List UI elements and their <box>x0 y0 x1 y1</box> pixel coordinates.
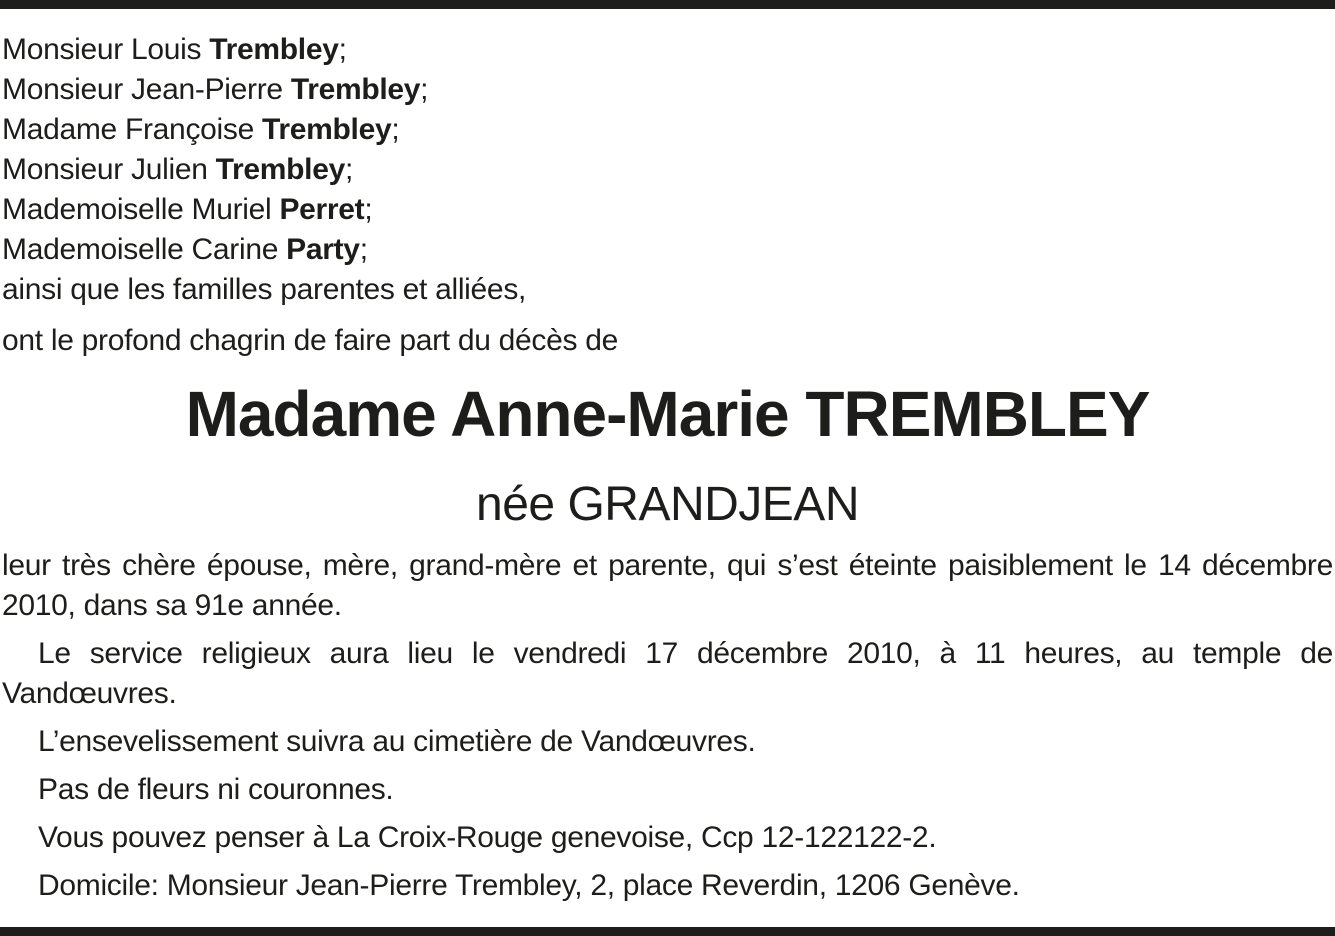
mourner-surname: Party <box>286 233 360 266</box>
domicile-paragraph: Domicile: Monsieur Jean-Pierre Trembley, 2, place Reverdin, 1206 Genève. <box>38 869 1020 902</box>
mourner-suffix: ; <box>359 233 368 266</box>
mourner-suffix: ; <box>391 113 400 146</box>
mourners-list <box>2 30 526 310</box>
deceased-name: Madame Anne-Marie TREMBLEY <box>185 378 1150 450</box>
description-paragraph: leur très chère épouse, mère, grand-mère et parente, qui s’est éteinte paisiblement le 14 décembre 2010, dans sa 91e année. <box>2 549 1333 622</box>
flowers-paragraph: Pas de fleurs ni couronnes. <box>38 773 394 806</box>
maiden-name: née GRANDJEAN <box>476 478 859 531</box>
mourner-prefix: Mademoiselle Muriel <box>2 193 280 226</box>
mourner-prefix: Monsieur Louis <box>2 33 210 66</box>
families-line: ainsi que les familles parentes et alliées, <box>2 273 527 306</box>
mourner-suffix: ; <box>344 153 354 186</box>
mourner-surname: Perret <box>279 193 365 226</box>
mourner-surname: Trembley <box>262 113 392 146</box>
mourner-line <box>2 30 526 70</box>
service-paragraph: Le service religieux aura lieu le vendredi 17 décembre 2010, à 11 heures, au temple de Vandœuvres. <box>2 637 1333 710</box>
announcement-lead: ont le profond chagrin de faire part du décès de <box>2 324 619 357</box>
mourner-line <box>2 190 526 230</box>
mourner-suffix: ; <box>420 73 429 106</box>
top-rule <box>0 0 1335 9</box>
mourner-prefix: Monsieur Jean-Pierre <box>2 73 291 106</box>
mourner-prefix: Mademoiselle Carine <box>2 233 287 266</box>
mourner-line <box>2 110 526 150</box>
mourner-surname: Trembley <box>290 73 421 106</box>
mourner-surname: Trembley <box>209 33 339 66</box>
mourner-prefix: Monsieur Julien <box>2 153 216 186</box>
donation-paragraph: Vous pouvez penser à La Croix-Rouge genevoise, Ccp 12-122122-2. <box>38 821 937 854</box>
mourner-suffix: ; <box>364 193 373 226</box>
mourner-surname: Trembley <box>215 153 345 186</box>
burial-paragraph: L’ensevelissement suivra au cimetière de Vandœuvres. <box>38 725 756 758</box>
mourner-line <box>2 150 526 190</box>
bottom-rule <box>0 927 1335 936</box>
notice-body <box>2 546 1333 914</box>
mourner-suffix: ; <box>338 33 347 66</box>
mourner-line <box>2 70 526 110</box>
mourner-prefix: Madame Françoise <box>2 113 263 146</box>
mourner-line <box>2 230 526 270</box>
